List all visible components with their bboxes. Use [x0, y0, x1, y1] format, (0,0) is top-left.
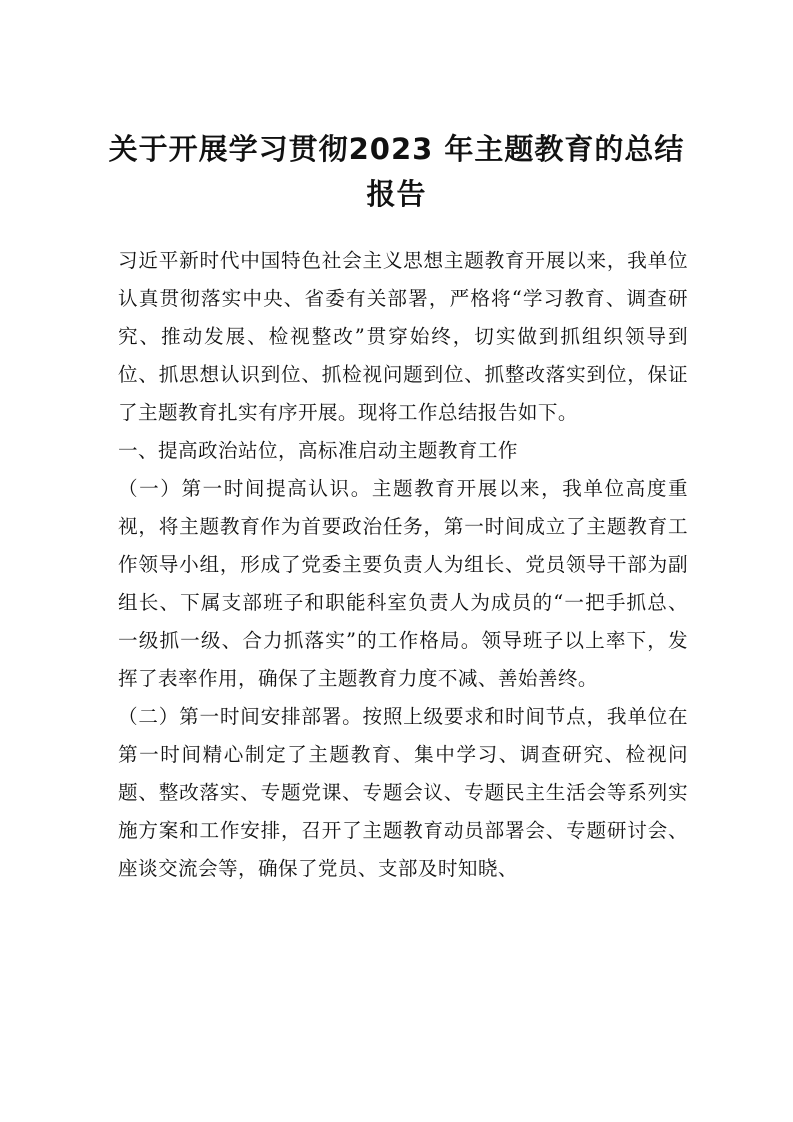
subsection-paragraph-2: （二）第一时间安排部署。按照上级要求和时间节点，我单位在第一时间精心制定了主题教育、集中学习、调查研究、检视问题、整改落实、专题党课、专题会议、专题民主生活会等系列实施方案和工作安排，召开了主题教育动员部署会、专题研讨会、座谈交流会等，确保了党员、支部及时知晓、 [118, 705, 688, 880]
intro-paragraph: 习近平新时代中国特色社会主义思想主题教育开展以来，我单位认真贯彻落实中央、省委有关部署，严格将“学习教育、调查研究、推动发展、检视整改”贯穿始终，切实做到抓组织领导到位、抓思想认识到位、抓检视问题到位、抓整改落实到位，保证了主题教育扎实有序开展。现将工作总结报告如下。 [118, 249, 688, 424]
document-body [118, 242, 688, 888]
section-heading-1: 一、提高政治站位，高标准启动主题教育工作 [118, 439, 518, 462]
subsection-paragraph-1: （一）第一时间提高认识。主题教育开展以来，我单位高度重视，将主题教育作为首要政治任务，第一时间成立了主题教育工作领导小组，形成了党委主要负责人为组长、党员领导干部为副组长、下属支部班子和职能科室负责人为成员的“一把手抓总、一级抓一级、合力抓落实”的工作格局。领导班子以上率下，发挥了表率作用，确保了主题教育力度不减、善始善终。 [118, 477, 688, 690]
document-title-line-2: 报告 [366, 177, 427, 211]
document-title-line-1: 关于开展学习贯彻2023 年主题教育的总结 [108, 132, 685, 166]
